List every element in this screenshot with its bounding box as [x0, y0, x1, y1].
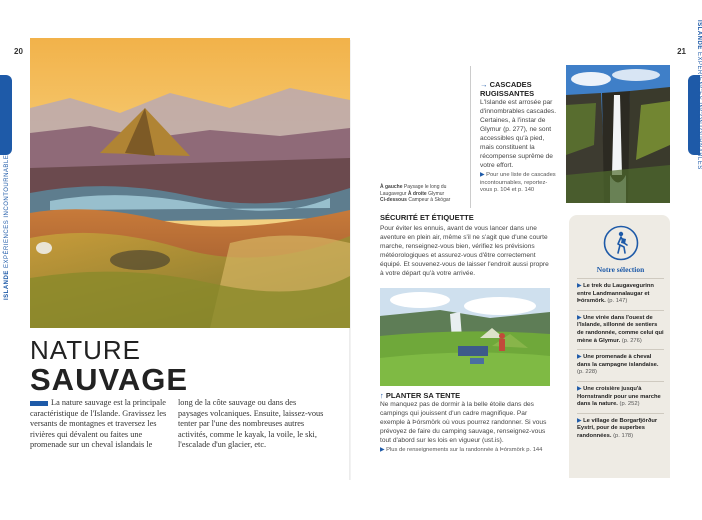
arrow-right-icon: →: [480, 80, 488, 89]
sidebar-notre-selection: [569, 215, 670, 478]
photo-waterfall: [566, 65, 670, 203]
list-item-ref: (p. 178): [613, 432, 634, 439]
sidebar-title: Notre sélection: [596, 265, 645, 274]
triangle-right-icon: ▶: [577, 314, 582, 321]
chapter-label-left: [4, 150, 10, 300]
column-divider: [470, 66, 471, 208]
triangle-right-icon: ▶: [480, 172, 485, 178]
section-securite: [380, 213, 552, 278]
list-item-text: Une promenade à cheval dans la campagne islandaise.: [577, 354, 659, 368]
cascades-body: L'Islande est arrosée par d'innombrables cascades. Certaines, à l'instar de Glymur (p. 277), ne sont accessibles qu'à pied, mais constituent la récompense suprême de votre effort.: [480, 99, 557, 169]
cascades-ref: [480, 172, 558, 195]
triangle-right-icon: ▶: [577, 385, 582, 392]
page-number-left: 20: [14, 47, 23, 56]
list-item-text: Le trek du Laugavegurinn entre Landmannalaugar et Þórsmörk.: [577, 283, 654, 305]
caption-2-text: Glymur: [428, 190, 445, 197]
securite-body: Pour éviter les ennuis, avant de vous lancer dans une aventure en plein air, même s'il ne s'agit que d'une courte marche, renseignez-vous bien, vérifiez les prévisions météorologiques et assurez-vous d'être correctement équipé. Et souvenez-vous de laisser l'endroit aussi propre à votre départ qu'à votre arrivée.: [380, 225, 549, 277]
chapter-label-right-bold: ISLANDE: [696, 20, 702, 50]
triangle-right-icon: ▶: [380, 447, 385, 453]
hero-photo-landscape: [30, 38, 350, 328]
triangle-right-icon: ▶: [577, 354, 582, 361]
page-title: [30, 336, 188, 396]
list-item-text: Une virée dans l'ouest de l'Islande, sillonné de sentiers de randonnée, comme celui qui mène à Glymur.: [577, 314, 664, 344]
planter-ref-text: Plus de renseignements sur la randonnée à Þórsmörk p. 144: [386, 447, 543, 453]
section-planter: [380, 391, 552, 455]
list-item-ref: (p. 252): [619, 401, 640, 408]
list-item-text: Le village de Borgarfjörður Eystri, pour de superbes randonnées.: [577, 417, 658, 439]
cascades-heading-text: CASCADES RUGISSANTES: [480, 80, 535, 98]
caption-2-label: À droite: [407, 190, 427, 197]
chapter-label-left-bold: ISLANDE: [4, 270, 10, 300]
planter-heading-text: PLANTER SA TENTE: [385, 391, 461, 400]
photo-camping: [380, 288, 550, 386]
caption-1-text: Paysage le long du Laugavegur: [380, 184, 447, 197]
intro-text-1: La nature sauvage est la principale caractéristique de l'Islande. Gravissez les versants de montagnes et traversez les rivières qui dévalent ou faites une promenade sur un cheval islandais le: [30, 398, 167, 450]
intro-accent-bar: [30, 401, 48, 406]
list-item: [577, 349, 664, 381]
hiker-icon: [603, 225, 639, 261]
cascades-ref-text: Pour une liste de cascades incontournables, reportez-vous p. 104 et p. 140: [480, 172, 556, 193]
arrow-up-icon: ↑: [380, 391, 384, 400]
chapter-label-right: [696, 20, 702, 170]
title-line-1: NATURE: [30, 335, 141, 365]
triangle-right-icon: ▶: [577, 417, 582, 424]
caption-1-label: À gauche: [380, 184, 403, 190]
photo-captions: [380, 184, 460, 204]
planter-body: Ne manquez pas de dormir à la belle étoile dans des campings qui jouissent d'un cadre magnifique. Par exemple à Þórsmörk où vous pourrez randonner. Si vous prévoyez de faire du camping sauvage, renseignez-vous tout d'abord sur les lois en vigueur (ust.is).: [380, 401, 547, 444]
cascades-heading: [480, 80, 558, 98]
section-cascades: [480, 80, 558, 195]
chapter-label-right-text: EXPÉRIENCES INCONTOURNABLES: [696, 52, 702, 170]
list-item: [577, 413, 664, 445]
list-item-text: Une croisière jusqu'à Hornstrandir pour une marche dans la nature.: [577, 385, 661, 408]
page-number-right: 21: [677, 47, 686, 56]
list-item-ref: (p. 147): [607, 298, 628, 305]
sidebar-list: [577, 278, 664, 445]
list-item: [577, 381, 664, 413]
caption-3-label: Ci-dessous: [380, 197, 407, 203]
planter-ref: [380, 447, 552, 455]
chapter-tab-left: [0, 75, 12, 155]
list-item-ref: (p. 228): [577, 369, 597, 376]
chapter-label-left-text: EXPÉRIENCES INCONTOURNABLES: [4, 150, 10, 268]
intro-column-1: [30, 398, 170, 451]
intro-column-2: long de la côte sauvage ou dans des paysages volcaniques. Ensuite, laissez-vous tenter par l'une des nombreuses autres activités, comme le kayak, la voile, le ski, l'escalade d'un glacier, etc.: [178, 398, 324, 450]
list-item: [577, 310, 664, 349]
triangle-right-icon: ▶: [577, 283, 582, 289]
list-item-ref: (p. 276): [621, 337, 642, 344]
list-item: [577, 278, 664, 310]
caption-3-text: Campeur à Skógar: [408, 197, 451, 203]
planter-heading: [380, 391, 552, 400]
title-line-2: SAUVAGE: [30, 362, 189, 397]
securite-heading: SÉCURITÉ ET ÉTIQUETTE: [380, 213, 474, 222]
